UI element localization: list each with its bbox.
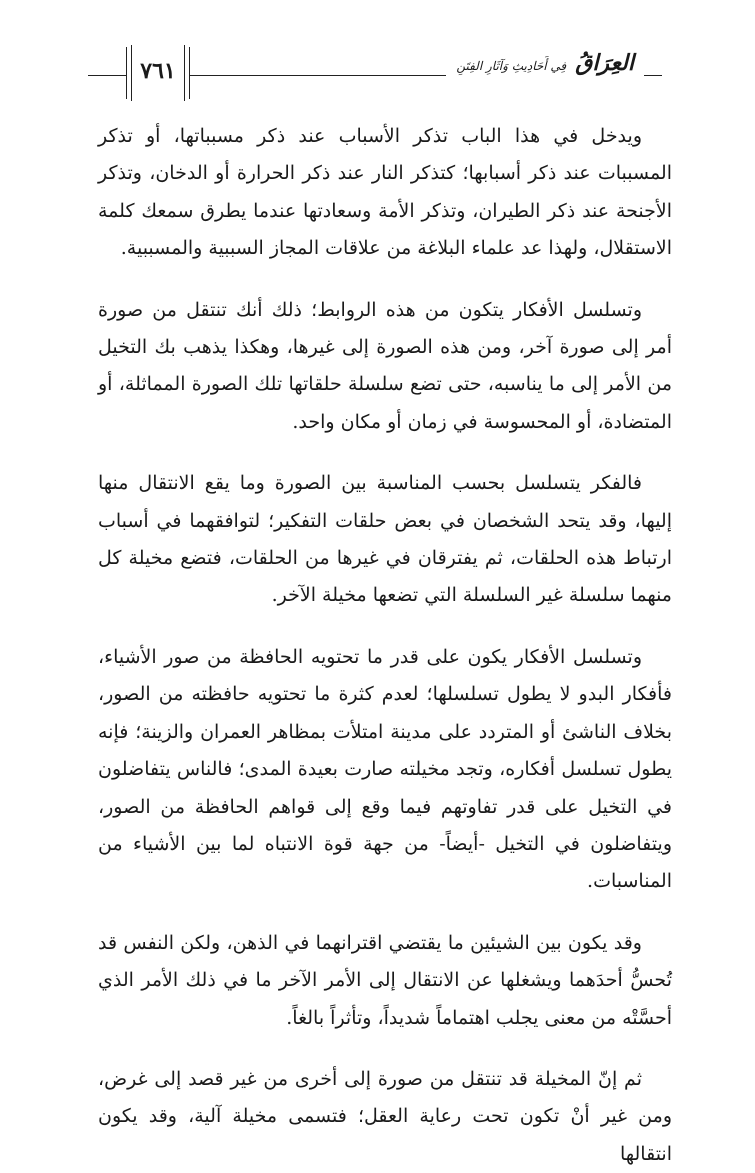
page-body	[98, 118, 672, 1173]
paragraph: وتسلسل الأفكار يكون على قدر ما تحتويه الحافظة من صور الأشياء، فأفكار البدو لا يطول تسلسلها؛ لعدم كثرة ما تحتويه حافظته من الصور، بخلاف الناشئ أو المتردد على مدينة امتلأت بمظاهر العمران والزينة؛ فإنه يطول تسلسل أفكاره، وتجد مخيلته صارت بعيدة المدى؛ فالناس يتفاضلون في التخيل على قدر تفاوتهم فيما وقع إلى قواهم الحافظة من الصور، ويتفاضلون في التخيل -أيضاً- من جهة قوة الانتباه لما بين الأشياء من المناسبات.	[98, 645, 672, 893]
paragraph: ويدخل في هذا الباب تذكر الأسباب عند ذكر مسبباتها، أو تذكر المسببات عند ذكر أسبابها؛ كتذكر النار عند ذكر الحرارة أو الدخان، وتذكر الأجنحة عند ذكر الطيران، وتذكر الأمة وسعادتها عندما يطرق سمعك كلمة الاستقلال، ولهذا عد علماء البلاغة من علاقات المجاز السببية والمسببية.	[98, 125, 672, 260]
book-title-sub: فِي أَحَادِيثِ وَآثَارِ الفِتَنِ	[456, 59, 567, 73]
paragraph: وقد يكون بين الشيئين ما يقتضي اقترانهما في الذهن، ولكن النفس قد تُحسُّ أحدَهما ويشغلها عن الانتقال إلى الأمر الآخر ما في ذلك الأمر الذي أحسَّتْه من معنى يجلب اهتماماً شديداً، وتأثراً بالغاً.	[98, 931, 672, 1029]
book-title	[446, 50, 644, 76]
paragraph: ثم إنّ المخيلة قد تنتقل من صورة إلى أخرى من غير قصد إلى غرض، ومن غير أنْ تكون تحت رعاية العقل؛ فتسمى مخيلة آلية، وقد يكون انتقالها	[98, 1067, 672, 1165]
page-number-box	[126, 47, 190, 99]
running-header	[88, 44, 662, 106]
paragraph: وتسلسل الأفكار يتكون من هذه الروابط؛ ذلك أنك تنتقل من صورة أمر إلى صورة آخر، ومن هذه الصورة إلى غيرها، وهكذا يذهب بك التخيل من الأمر إلى ما يناسبه، حتى تضع سلسلة حلقاتها تلك الصورة المماثلة، أو المتضادة، أو المحسوسة في زمان أو مكان واحد.	[98, 298, 672, 433]
paragraph: فالفكر يتسلسل بحسب المناسبة بين الصورة وما يقع الانتقال منها إليها، وقد يتحد الشخصان في بعض حلقات التفكير؛ لتوافقهما في أسباب ارتباط هذه الحلقات، ثم يفترقان في غيرها من الحلقات، فتضع مخيلة كل منهما سلسلة غير السلسلة التي تضعها مخيلة الآخر.	[98, 472, 672, 607]
book-title-main: العِرَاقُ	[575, 50, 634, 76]
page-number: ٧٦١	[140, 58, 176, 84]
